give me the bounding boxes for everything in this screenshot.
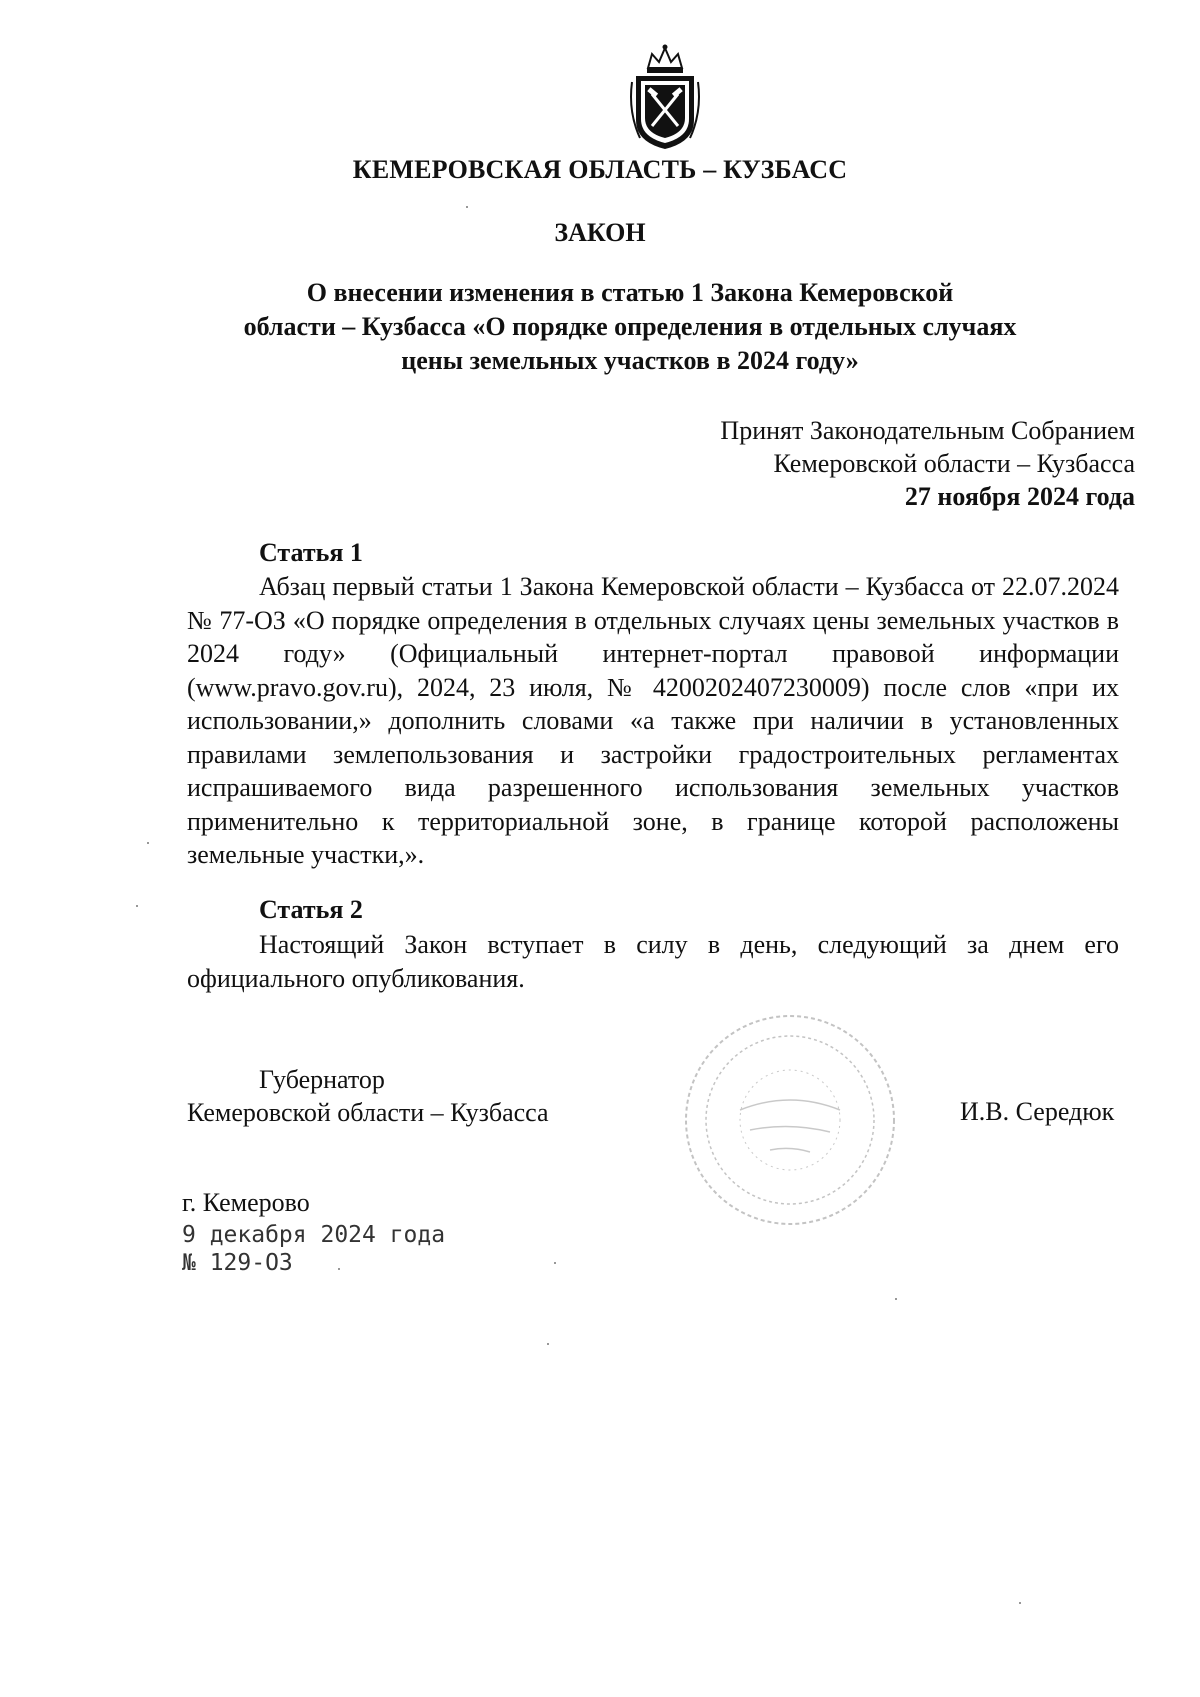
law-title [200, 276, 1060, 378]
law-title-line: цены земельных участков в 2024 году» [401, 346, 859, 375]
scan-speck [338, 1268, 340, 1270]
scan-speck [895, 1298, 897, 1300]
signatory-region: Кемеровской области – Кузбасса [187, 1098, 549, 1127]
scan-speck [466, 206, 468, 208]
signatory-name: И.В. Середюк [960, 1097, 1115, 1126]
article-1-heading: Статья 1 [259, 538, 363, 567]
scan-speck [554, 1262, 556, 1264]
law-title-line: области – Кузбасса «О порядке определения в отдельных случаях [243, 312, 1017, 341]
adoption-date: 27 ноября 2024 года [904, 482, 1135, 511]
signing-place: г. Кемерово [182, 1188, 310, 1217]
adoption-line: Кемеровской области – Кузбасса [773, 449, 1135, 478]
signatory-title [187, 1063, 549, 1129]
law-number: № 129-ОЗ [182, 1250, 293, 1276]
document-type: ЗАКОН [554, 218, 646, 247]
region-name: КЕМЕРОВСКАЯ ОБЛАСТЬ – КУЗБАСС [352, 155, 848, 184]
adoption-block [720, 414, 1135, 513]
law-title-line: О внесении изменения в статью 1 Закона Кемеровской [306, 278, 954, 307]
article-2-heading: Статья 2 [259, 895, 363, 924]
scan-speck [547, 1343, 549, 1345]
article-2-text: Настоящий Закон вступает в силу в день, следующий за днем его официального опубликования. [187, 930, 1119, 993]
article-1-text: Абзац первый статьи 1 Закона Кемеровской области – Кузбасса от 22.07.2024 № 77-ОЗ «О порядке определения в отдельных случаях цены земельных участков в 2024 году» (Официальный интернет-портал правовой информации (www.pravo.gov.ru), 2024, 23 июля, № 4200202407230009) после слов «при их использовании,» дополнить словами «а также при наличии в установленных правилами землепользования и застройки градостроительных регламентах испрашиваемого вида разрешенного использования земельных участков применительно к территориальной зоне, в границе которой расположены земельные участки,». [187, 572, 1119, 869]
adoption-line: Принят Законодательным Собранием [720, 416, 1135, 445]
signatory-position: Губернатор [259, 1065, 385, 1094]
official-seal [680, 1010, 900, 1230]
scan-speck [147, 842, 149, 844]
signing-date: 9 декабря 2024 года [182, 1222, 446, 1248]
scan-speck [136, 905, 138, 907]
scan-speck [1019, 1602, 1021, 1604]
coat-of-arms-icon [628, 42, 702, 152]
